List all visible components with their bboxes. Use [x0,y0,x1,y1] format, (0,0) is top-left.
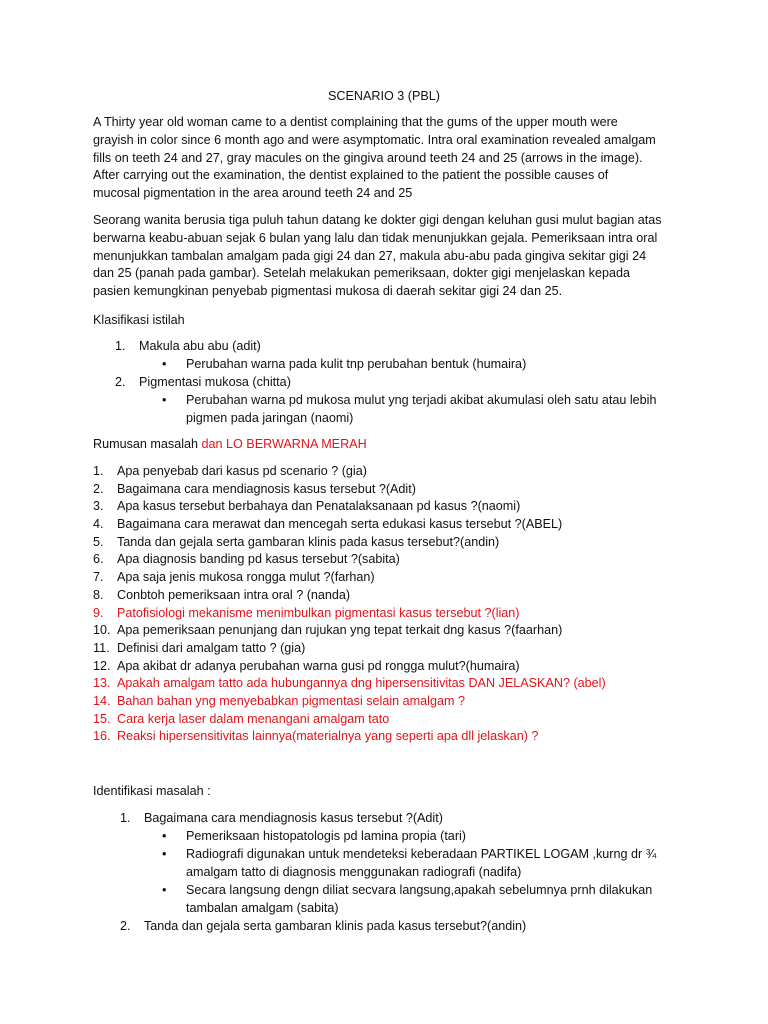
item-text: Tanda dan gejala serta gambaran klinis pada kasus tersebut?(andin) [117,534,500,549]
item-number: 5. [93,534,104,549]
item-text: Apa pemeriksaan penunjang dan rujukan yng tepat terkait dng kasus ?(faarhan) [117,623,563,638]
bullet-text: Perubahan warna pd mukosa mulut yng terjadi akibat akumulasi oleh satu atau lebih [186,393,657,407]
item-text: Bagaimana cara mendiagnosis kasus tersebut ?(Adit) [117,481,416,496]
bullet-icon: • [162,829,167,843]
item-text: Cara kerja laser dalam menangani amalgam tato [117,711,390,726]
paragraph-line: pasien kemungkinan penyebab pigmentasi mukosa di daerah sekitar gigi 24 dan 25. [93,284,563,299]
item-text: Tanda dan gejala serta gambaran klinis pada kasus tersebut?(andin) [144,919,527,933]
paragraph-line: mucosal pigmentation in the area around teeth 24 and 25 [93,186,413,201]
item-text: Definisi dari amalgam tatto ? (gia) [117,640,306,655]
item-number: 3. [93,499,104,514]
item-number: 1. [120,811,131,825]
item-text: Conbtoh pemeriksaan intra oral ? (nanda) [117,587,351,602]
item-text: Bagaimana cara merawat dan mencegah serta edukasi kasus tersebut ?(ABEL) [117,517,563,532]
item-number: 6. [93,552,104,567]
item-text: Patofisiologi mekanisme menimbulkan pigmentasi kasus tersebut ?(lian) [117,605,520,620]
scenario-title: SCENARIO 3 (PBL) [328,89,440,103]
paragraph-line: grayish in color since 6 month ago and were asymptomatic. Intra oral examination revealed amalgam [93,132,656,147]
item-number: 8. [93,587,104,602]
item-number: 1. [115,339,126,353]
paragraph-line: A Thirty year old woman came to a dentist complaining that the gums of the upper mouth were [93,115,618,129]
item-number: 9. [93,605,104,620]
rumusan-heading-text: Rumusan masalah [93,437,198,451]
item-text: Apa kasus tersebut berbahaya dan Penatalaksanaan pd kasus ?(naomi) [117,499,521,514]
paragraph-line: After carrying out the examination, the dentist explained to the patient the possible causes of [93,168,609,183]
klasifikasi-heading: Klasifikasi istilah [93,313,185,327]
item-text: Apakah amalgam tatto ada hubungannya dng hipersensitivitas DAN JELASKAN? (abel) [117,676,606,691]
item-text: Apa penyebab dari kasus pd scenario ? (gia) [117,464,367,478]
item-number: 1. [93,464,104,478]
item-text: Apa akibat dr adanya perubahan warna gusi pd rongga mulut?(humaira) [117,658,520,673]
item-number: 11. [93,640,110,655]
item-text: Bahan bahan yng menyebabkan pigmentasi selain amalgam ? [117,693,465,708]
bullet-icon: • [162,883,167,897]
item-number: 2. [120,919,131,933]
item-number: 14. [93,693,111,708]
scenario-paragraph-indonesian [93,212,683,301]
bullet-text: Radiografi digunakan untuk mendeteksi keberadaan PARTIKEL LOGAM ,kurng dr ¾ [186,847,657,861]
item-number: 16. [93,729,111,744]
scenario-paragraph-english [93,114,683,203]
bullet-text: Pemeriksaan histopatologis pd lamina propia (tari) [186,829,467,843]
paragraph-line: Seorang wanita berusia tiga puluh tahun datang ke dokter gigi dengan keluhan gusi mulut bagian atas [93,213,662,227]
item-number: 2. [93,481,104,496]
rumusan-heading [93,436,367,453]
paragraph-line: menunjukkan tambalan amalgam pada gigi 24 dan 27, makula abu-abu pada gingiva sekitar gigi 24 [93,248,647,263]
item-number: 10. [93,623,111,638]
item-number: 2. [115,375,126,389]
bullet-text: pigmen pada jaringan (naomi) [186,411,354,425]
item-number: 12. [93,658,111,673]
bullet-text: Perubahan warna pada kulit tnp perubahan bentuk (humaira) [186,357,527,371]
item-text: Makula abu abu (adit) [139,339,261,353]
bullet-icon: • [162,357,167,371]
item-text: Apa diagnosis banding pd kasus tersebut ?(sabita) [117,552,400,567]
item-text: Bagaimana cara mendiagnosis kasus tersebut ?(Adit) [144,811,443,825]
item-number: 13. [93,676,111,691]
item-number: 15. [93,711,111,726]
paragraph-line: berwarna keabu-abuan sejak 6 bulan yang lalu dan tidak menunjukkan gejala. Pemeriksaan intra oral [93,230,658,245]
paragraph-line: fills on teeth 24 and 27, gray macules on the gingiva around teeth 24 and 25 (arrows in the image). [93,150,643,165]
item-text: Pigmentasi mukosa (chitta) [139,375,291,389]
bullet-text: amalgam tatto di diagnosis menggunakan radiografi (nadifa) [186,865,522,879]
item-number: 7. [93,570,104,585]
item-number: 4. [93,517,104,532]
item-text: Apa saja jenis mukosa rongga mulut ?(farhan) [117,570,375,585]
paragraph-line: dan 25 (panah pada gambar). Setelah melakukan pemeriksaan, dokter gigi menjelaskan kepada [93,266,630,281]
bullet-icon: • [162,847,167,861]
bullet-text: Secara langsung dengn diliat secvara langsung,apakah sebelumnya prnh dilakukan [186,883,653,897]
item-text: Reaksi hipersensitivitas lainnya(materialnya yang seperti apa dll jelaskan) ? [117,729,539,744]
bullet-text: tambalan amalgam (sabita) [186,901,339,915]
bullet-icon: • [162,393,167,407]
rumusan-heading-red-text: dan LO BERWARNA MERAH [201,437,367,451]
identifikasi-heading: Identifikasi masalah : [93,784,211,798]
